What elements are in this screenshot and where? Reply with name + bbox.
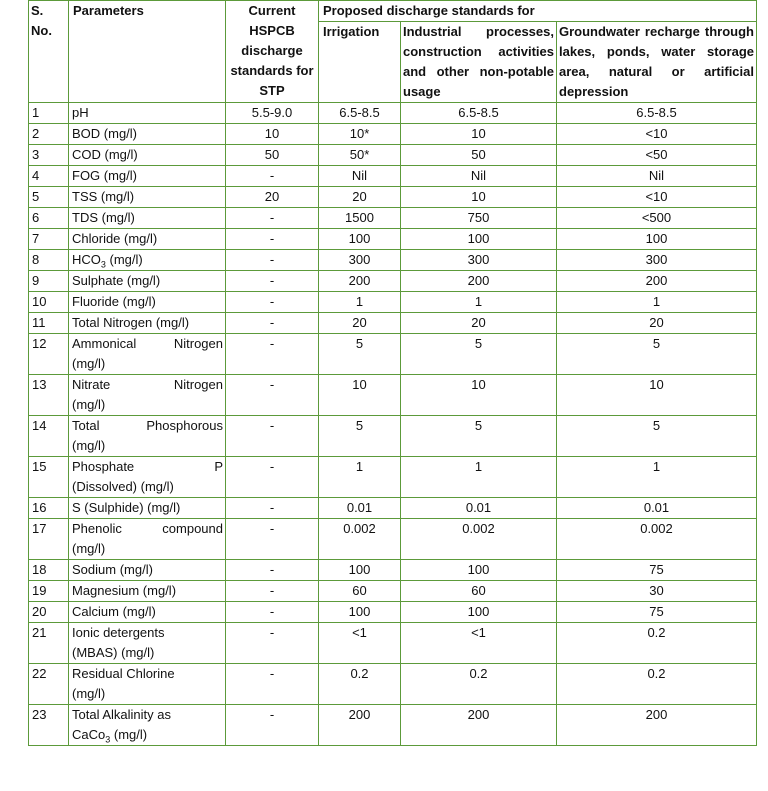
current-standard-value: -	[226, 250, 319, 271]
industrial-value: 200	[401, 271, 557, 292]
groundwater-value: <50	[557, 145, 757, 166]
industrial-value: 5	[401, 334, 557, 375]
parameter-name: COD (mg/l)	[72, 147, 138, 162]
row-number: 10	[29, 292, 69, 313]
current-standard-value: 50	[226, 145, 319, 166]
parameter-unit: (mg/l)	[72, 356, 106, 371]
table-row	[29, 602, 757, 623]
current-standard-value: 20	[226, 187, 319, 208]
discharge-standards-table	[28, 0, 757, 746]
current-standard-value: -	[226, 208, 319, 229]
groundwater-value: 10	[557, 375, 757, 416]
irrigation-value: 100	[319, 560, 401, 581]
parameter-unit: (Dissolved) (mg/l)	[72, 479, 174, 494]
parameter-name: FOG (mg/l)	[72, 168, 137, 183]
table-row	[29, 166, 757, 187]
groundwater-value: 30	[557, 581, 757, 602]
groundwater-value: 75	[557, 560, 757, 581]
irrigation-value: 10	[319, 375, 401, 416]
industrial-value: <1	[401, 623, 557, 664]
parameter-name: Chloride (mg/l)	[72, 231, 158, 246]
industrial-value: 100	[401, 229, 557, 250]
row-number: 8	[29, 250, 69, 271]
table-row	[29, 375, 757, 416]
industrial-value: 200	[401, 705, 557, 746]
table-row	[29, 187, 757, 208]
current-standard-value: -	[226, 375, 319, 416]
table-row	[29, 250, 757, 271]
groundwater-value: 200	[557, 705, 757, 746]
table-row	[29, 145, 757, 166]
irrigation-value: 20	[319, 313, 401, 334]
parameter-unit: (mg/l)	[105, 252, 143, 267]
irrigation-value: 100	[319, 229, 401, 250]
table-row	[29, 664, 757, 705]
parameter-name: BOD (mg/l)	[72, 126, 137, 141]
parameter-unit: (mg/l)	[72, 438, 106, 453]
parameter-unit	[72, 725, 223, 745]
groundwater-value: <10	[557, 187, 757, 208]
parameter-line	[72, 416, 223, 436]
irrigation-value: 10*	[319, 124, 401, 145]
groundwater-value: 300	[557, 250, 757, 271]
header-parameters: Parameters	[69, 1, 226, 103]
parameter-name: Nitrogen	[173, 336, 223, 351]
row-number: 1	[29, 103, 69, 124]
header-sno: S. No.	[29, 1, 69, 103]
table-row	[29, 292, 757, 313]
parameter-cell	[69, 560, 226, 581]
industrial-value: 0.2	[401, 664, 557, 705]
parameter-name: compound	[162, 521, 223, 536]
groundwater-value: <10	[557, 124, 757, 145]
groundwater-value: 200	[557, 271, 757, 292]
parameter-name: Calcium (mg/l)	[72, 604, 156, 619]
parameter-line	[72, 519, 223, 539]
groundwater-value: 0.2	[557, 623, 757, 664]
industrial-value: 0.002	[401, 519, 557, 560]
irrigation-value: 5	[319, 334, 401, 375]
parameter-cell	[69, 519, 226, 560]
table-row	[29, 103, 757, 124]
parameter-line	[72, 375, 223, 395]
industrial-value: 1	[401, 292, 557, 313]
row-number: 14	[29, 416, 69, 457]
header-current-standards: Current HSPCB discharge standards for STP	[226, 1, 319, 103]
row-number: 20	[29, 602, 69, 623]
table-row	[29, 519, 757, 560]
parameter-unit-pre: CaCo	[72, 727, 106, 742]
table-row	[29, 229, 757, 250]
industrial-value: 10	[401, 124, 557, 145]
industrial-value: 50	[401, 145, 557, 166]
irrigation-value: 0.01	[319, 498, 401, 519]
irrigation-value: 100	[319, 602, 401, 623]
industrial-value: Nil	[401, 166, 557, 187]
parameter-name: Phosphorous	[146, 418, 223, 433]
industrial-value: 6.5-8.5	[401, 103, 557, 124]
table-row	[29, 623, 757, 664]
row-number: 6	[29, 208, 69, 229]
parameter-name: Fluoride (mg/l)	[72, 294, 156, 309]
row-number: 23	[29, 705, 69, 746]
parameter-cell	[69, 623, 226, 664]
parameter-unit: (mg/l)	[72, 397, 106, 412]
row-number: 3	[29, 145, 69, 166]
table-row	[29, 416, 757, 457]
table-row	[29, 334, 757, 375]
table-row	[29, 271, 757, 292]
row-number: 4	[29, 166, 69, 187]
current-standard-value: -	[226, 581, 319, 602]
parameter-name: Phenolic	[72, 521, 122, 536]
table-row	[29, 560, 757, 581]
irrigation-value: 200	[319, 705, 401, 746]
parameter-name: Nitrate	[72, 377, 111, 392]
table-row	[29, 705, 757, 746]
industrial-value: 60	[401, 581, 557, 602]
industrial-value: 100	[401, 602, 557, 623]
industrial-value: 10	[401, 375, 557, 416]
groundwater-value: 100	[557, 229, 757, 250]
industrial-value: 750	[401, 208, 557, 229]
header-industrial: Industrial processes, construction activities and other non-potable usage	[401, 22, 557, 103]
parameter-cell	[69, 208, 226, 229]
irrigation-value: 300	[319, 250, 401, 271]
parameter-cell	[69, 271, 226, 292]
parameter-cell	[69, 581, 226, 602]
parameter-subscript: 3	[105, 734, 111, 745]
row-number: 17	[29, 519, 69, 560]
parameter-name: Nitrogen	[173, 377, 223, 392]
current-standard-value: -	[226, 313, 319, 334]
irrigation-value: 1	[319, 292, 401, 313]
table-row	[29, 581, 757, 602]
industrial-value: 20	[401, 313, 557, 334]
parameter-cell	[69, 313, 226, 334]
irrigation-value: 0.002	[319, 519, 401, 560]
row-number: 18	[29, 560, 69, 581]
parameter-name: Total	[72, 418, 100, 433]
irrigation-value: 20	[319, 187, 401, 208]
irrigation-value: 0.2	[319, 664, 401, 705]
parameter-name: Phosphate	[72, 459, 135, 474]
parameter-name: Sodium (mg/l)	[72, 562, 153, 577]
industrial-value: 10	[401, 187, 557, 208]
current-standard-value: -	[226, 457, 319, 498]
table-row	[29, 498, 757, 519]
table-row	[29, 313, 757, 334]
row-number: 12	[29, 334, 69, 375]
parameter-cell	[69, 457, 226, 498]
irrigation-value: 60	[319, 581, 401, 602]
current-standard-value: -	[226, 705, 319, 746]
irrigation-value: 1	[319, 457, 401, 498]
parameter-name: Magnesium (mg/l)	[72, 583, 177, 598]
parameter-cell	[69, 187, 226, 208]
current-standard-value: -	[226, 519, 319, 560]
parameter-cell	[69, 664, 226, 705]
groundwater-value: 1	[557, 292, 757, 313]
parameter-cell	[69, 416, 226, 457]
irrigation-value: 1500	[319, 208, 401, 229]
groundwater-value: 0.002	[557, 519, 757, 560]
parameter-name: Total Nitrogen (mg/l)	[72, 315, 190, 330]
current-standard-value: -	[226, 498, 319, 519]
parameter-cell	[69, 375, 226, 416]
irrigation-value: 50*	[319, 145, 401, 166]
groundwater-value: 0.01	[557, 498, 757, 519]
parameter-name: Ammonical	[72, 336, 137, 351]
parameter-unit-post: (mg/l)	[110, 727, 148, 742]
industrial-value: 1	[401, 457, 557, 498]
parameter-unit: (mg/l)	[72, 541, 106, 556]
parameter-cell	[69, 498, 226, 519]
table-row	[29, 124, 757, 145]
header-groundwater: Groundwater recharge through lakes, ponds, water storage area, natural or artificial depression	[557, 22, 757, 103]
irrigation-value: 200	[319, 271, 401, 292]
header-irrigation: Irrigation	[319, 22, 401, 103]
header-proposed: Proposed discharge standards for	[319, 1, 757, 22]
parameter-name: HCO	[72, 252, 101, 267]
parameter-name: pH	[72, 105, 89, 120]
parameter-cell	[69, 292, 226, 313]
row-number: 19	[29, 581, 69, 602]
parameter-line	[72, 334, 223, 354]
document-page	[28, 0, 756, 746]
parameter-name: TDS (mg/l)	[72, 210, 135, 225]
groundwater-value: 5	[557, 334, 757, 375]
parameter-cell	[69, 124, 226, 145]
table-row	[29, 208, 757, 229]
groundwater-value: 5	[557, 416, 757, 457]
parameter-unit: (MBAS) (mg/l)	[72, 645, 155, 660]
industrial-value: 300	[401, 250, 557, 271]
groundwater-value: 1	[557, 457, 757, 498]
current-standard-value: -	[226, 416, 319, 457]
parameter-name: Ionic detergents	[72, 625, 165, 640]
row-number: 22	[29, 664, 69, 705]
irrigation-value: <1	[319, 623, 401, 664]
industrial-value: 5	[401, 416, 557, 457]
parameter-name: Total Alkalinity as	[72, 707, 171, 722]
parameter-line	[72, 457, 223, 477]
row-number: 11	[29, 313, 69, 334]
groundwater-value: 75	[557, 602, 757, 623]
irrigation-value: 6.5-8.5	[319, 103, 401, 124]
current-standard-value: -	[226, 602, 319, 623]
parameter-cell	[69, 166, 226, 187]
current-standard-value: -	[226, 292, 319, 313]
row-number: 2	[29, 124, 69, 145]
parameter-subscript: 3	[100, 259, 106, 270]
parameter-name: Sulphate (mg/l)	[72, 273, 161, 288]
parameter-cell	[69, 103, 226, 124]
irrigation-value: Nil	[319, 166, 401, 187]
parameter-cell	[69, 145, 226, 166]
groundwater-value: 0.2	[557, 664, 757, 705]
row-number: 9	[29, 271, 69, 292]
current-standard-value: -	[226, 271, 319, 292]
parameter-name: S (Sulphide) (mg/l)	[72, 500, 181, 515]
table-row	[29, 457, 757, 498]
groundwater-value: Nil	[557, 166, 757, 187]
current-standard-value: -	[226, 229, 319, 250]
parameter-cell	[69, 334, 226, 375]
parameter-cell	[69, 602, 226, 623]
groundwater-value: <500	[557, 208, 757, 229]
industrial-value: 100	[401, 560, 557, 581]
row-number: 16	[29, 498, 69, 519]
irrigation-value: 5	[319, 416, 401, 457]
groundwater-value: 6.5-8.5	[557, 103, 757, 124]
current-standard-value: -	[226, 664, 319, 705]
parameter-unit: (mg/l)	[72, 686, 106, 701]
parameter-cell	[69, 705, 226, 746]
groundwater-value: 20	[557, 313, 757, 334]
industrial-value: 0.01	[401, 498, 557, 519]
row-number: 15	[29, 457, 69, 498]
parameter-cell	[69, 229, 226, 250]
current-standard-value: 5.5-9.0	[226, 103, 319, 124]
parameter-name: TSS (mg/l)	[72, 189, 135, 204]
row-number: 13	[29, 375, 69, 416]
current-standard-value: -	[226, 560, 319, 581]
current-standard-value: -	[226, 166, 319, 187]
parameter-name: P	[214, 459, 223, 474]
parameter-name: Residual Chlorine	[72, 666, 175, 681]
row-number: 7	[29, 229, 69, 250]
row-number: 5	[29, 187, 69, 208]
row-number: 21	[29, 623, 69, 664]
current-standard-value: -	[226, 623, 319, 664]
current-standard-value: 10	[226, 124, 319, 145]
current-standard-value: -	[226, 334, 319, 375]
parameter-cell	[69, 250, 226, 271]
